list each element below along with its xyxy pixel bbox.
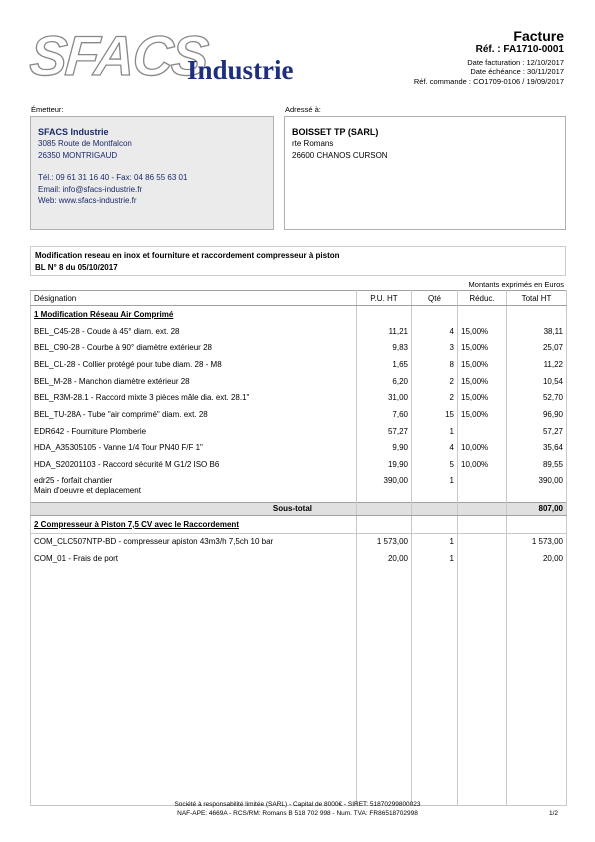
row-designation-line1: edr25 - forfait chantier (34, 475, 113, 485)
row-unit-price: 9,83 (357, 339, 412, 356)
row-designation: BEL_R3M-28.1 - Raccord mixte 3 pièces mâle dia. ext. 28.1" (31, 389, 357, 406)
logo-brand: SFACS (27, 24, 209, 87)
row-total: 96,90 (507, 406, 567, 423)
row-designation: BEL_CL-28 - Collier protégé pour tube diam. 28 - M8 (31, 356, 357, 373)
row-total: 52,70 (507, 389, 567, 406)
row-total: 11,22 (507, 356, 567, 373)
row-quantity: 2 (412, 373, 458, 390)
table-row (31, 339, 567, 356)
header-designation: Désignation (31, 291, 357, 306)
table-row (31, 356, 567, 373)
row-discount (458, 423, 507, 440)
row-total: 390,00 (507, 473, 567, 503)
subtotal-value: 807,00 (507, 502, 567, 515)
row-designation: BEL_C90-28 - Courbe à 90° diamètre extérieur 28 (31, 339, 357, 356)
emitter-box (30, 116, 274, 230)
emitter-address-line1: 3085 Route de Montfalcon (38, 139, 132, 148)
row-designation: HDA_A35305105 - Vanne 1/4 Tour PN40 F/F 1" (31, 440, 357, 457)
section-title: 2 Compresseur à Piston 7,5 CV avec le Raccordement (31, 515, 357, 533)
emitter-phone: Tél.: 09 61 31 16 40 - Fax: 04 86 55 63 01 (38, 173, 188, 182)
header-quantity: Qté (412, 291, 458, 306)
row-unit-price: 57,27 (357, 423, 412, 440)
row-designation: BEL_M-28 - Manchon diamètre extérieur 28 (31, 373, 357, 390)
row-discount: 15,00% (458, 323, 507, 340)
row-unit-price: 20,00 (357, 550, 412, 567)
row-discount: 15,00% (458, 356, 507, 373)
table-header-row (31, 291, 567, 306)
table-row (31, 323, 567, 340)
row-total: 10,54 (507, 373, 567, 390)
row-designation: COM_CLC507NTP-BD - compresseur apiston 43m3/h 7,5ch 10 bar (31, 533, 357, 550)
header-total: Total HT (507, 291, 567, 306)
table-row (31, 406, 567, 423)
table-row (31, 473, 567, 503)
recipient-address-line2: 26600 CHANOS CURSON (292, 150, 388, 160)
logo-suffix: Industrie (187, 55, 294, 85)
emitter-name: SFACS Industrie (38, 127, 109, 137)
row-unit-price: 9,90 (357, 440, 412, 457)
row-total: 38,11 (507, 323, 567, 340)
table-row (31, 456, 567, 473)
row-quantity: 5 (412, 456, 458, 473)
row-discount: 10,00% (458, 440, 507, 457)
row-discount: 15,00% (458, 406, 507, 423)
row-quantity: 4 (412, 440, 458, 457)
recipient-box (284, 116, 566, 230)
section-title: 1 Modification Réseau Air Comprimé (31, 306, 357, 323)
invoice-subject (30, 246, 566, 276)
row-total: 25,07 (507, 339, 567, 356)
header-discount: Réduc. (458, 291, 507, 306)
row-total: 57,27 (507, 423, 567, 440)
row-unit-price: 1,65 (357, 356, 412, 373)
company-logo (27, 24, 320, 87)
table-row (31, 550, 567, 567)
header-unit-price: P.U. HT (357, 291, 412, 306)
emitter-email: Email: info@sfacs-industrie.fr (38, 184, 143, 194)
subject-line1: Modification reseau en inox et fourniture et raccordement compresseur à piston (35, 251, 340, 260)
row-quantity: 4 (412, 323, 458, 340)
row-discount: 15,00% (458, 373, 507, 390)
invoice-date: Date facturation : 12/10/2017 (467, 58, 564, 67)
order-reference: Réf. commande : CO1709-0106 / 19/09/2017 (413, 77, 564, 86)
table-row (31, 389, 567, 406)
row-unit-price: 390,00 (357, 473, 412, 503)
row-total: 20,00 (507, 550, 567, 567)
row-unit-price: 1 573,00 (357, 533, 412, 550)
row-discount (458, 473, 507, 503)
row-discount: 15,00% (458, 389, 507, 406)
recipient-name: BOISSET TP (SARL) (292, 127, 379, 137)
emitter-label: Émetteur: (31, 105, 64, 114)
row-designation: BEL_C45-28 - Coude à 45° diam. ext. 28 (31, 323, 357, 340)
currency-note: Montants exprimés en Euros (468, 280, 564, 289)
row-total: 35,64 (507, 440, 567, 457)
subject-line2: BL N° 8 du 05/10/2017 (35, 263, 118, 272)
row-quantity: 8 (412, 356, 458, 373)
table-row (31, 533, 567, 550)
emitter-address-line2: 26350 MONTRIGAUD (38, 150, 118, 160)
page-number: 1/2 (548, 810, 558, 817)
row-designation: EDR642 - Fourniture Plomberie (31, 423, 357, 440)
row-quantity: 1 (412, 533, 458, 550)
row-designation-line2: Main d'oeuvre et deplacement (34, 486, 141, 496)
row-discount (458, 533, 507, 550)
row-unit-price: 7,60 (357, 406, 412, 423)
row-unit-price: 31,00 (357, 389, 412, 406)
table-empty-space (31, 567, 567, 806)
row-quantity: 15 (412, 406, 458, 423)
subtotal-label: Sous-total (31, 502, 357, 515)
row-unit-price: 19,90 (357, 456, 412, 473)
row-designation (31, 473, 357, 503)
footer-legal-line2: NAF-APE: 4669A - RCS/RM: Romans B 518 702 998 - Num. TVA: FR86518702998 (177, 810, 418, 817)
row-unit-price: 11,21 (357, 323, 412, 340)
row-designation: COM_01 - Frais de port (31, 550, 357, 567)
row-discount: 15,00% (458, 339, 507, 356)
document-title: Facture (513, 28, 564, 44)
row-designation: BEL_TU-28A - Tube "air comprimé" diam. ext. 28 (31, 406, 357, 423)
row-quantity: 2 (412, 389, 458, 406)
recipient-address-line1: rte Romans (292, 139, 334, 148)
row-designation: HDA_S20201103 - Raccord sécurité M G1/2 ISO B6 (31, 456, 357, 473)
subtotal-row (31, 502, 567, 515)
emitter-web: Web: www.sfacs-industrie.fr (38, 196, 137, 205)
row-total: 1 573,00 (507, 533, 567, 550)
row-quantity: 1 (412, 473, 458, 503)
table-row (31, 373, 567, 390)
table-row (31, 423, 567, 440)
invoice-items-table (30, 290, 567, 806)
row-total: 89,55 (507, 456, 567, 473)
row-quantity: 3 (412, 339, 458, 356)
row-unit-price: 6,20 (357, 373, 412, 390)
section-row (31, 515, 567, 533)
row-discount: 10,00% (458, 456, 507, 473)
section-row (31, 306, 567, 323)
row-discount (458, 550, 507, 567)
due-date: Date échéance : 30/11/2017 (470, 67, 564, 76)
footer-legal-line1: Société à responsabilité limitée (SARL) - Capital de 8000€ - SIRET: 51870299800023 (174, 801, 421, 808)
table-row (31, 440, 567, 457)
row-quantity: 1 (412, 550, 458, 567)
recipient-label: Adressé à: (285, 105, 321, 114)
invoice-reference: Réf. : FA1710-0001 (475, 44, 564, 55)
row-quantity: 1 (412, 423, 458, 440)
